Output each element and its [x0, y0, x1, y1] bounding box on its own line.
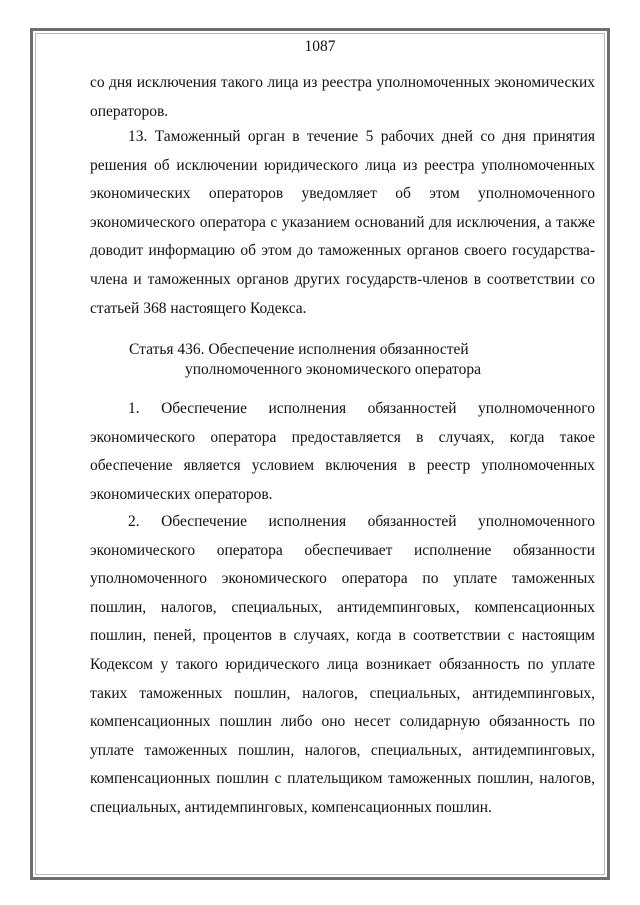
paragraph-continuation [90, 69, 595, 126]
page-number: 1087 [304, 38, 336, 55]
article-heading-line2: уполномоченного экономического оператора [185, 361, 481, 378]
article-heading-line1: Статья 436. Обеспечение исполнения обязанностей [129, 341, 469, 358]
article-heading [129, 340, 599, 380]
paragraph-text: 1. Обеспечение исполнения обязанностей уполномоченного экономического оператора предоставляется в случаях, когда такое обеспечение является условием включения в реестр уполномоченных экономических операторов. [90, 400, 595, 503]
paragraph-text: 13. Таможенный орган в течение 5 рабочих дней со дня принятия решения об исключении юридического лица из реестра уполномоченных экономических операторов уведомляет об этом уполномоченного экономического оператора с указанием оснований для исключения, а также доводит информацию об этом до таможенных органов своего государства-члена и таможенных органов других государств-членов в соответствии со статьей 368 настоящего Кодекса. [90, 128, 595, 317]
paragraph-text: 2. Обеспечение исполнения обязанностей уполномоченного экономического оператора обеспечивает исполнение обязанности уполномоченного экономического оператора по уплате таможенных пошлин, налогов, специальных, антидемпинговых, компенсационных пошлин, пеней, процентов в случаях, когда в соответствии с настоящим Кодексом у такого юридического лица возникает обязанность по уплате таких таможенных пошлин, налогов, специальных, антидемпинговых, компенсационных пошлин либо оно несет солидарную обязанность по уплате таможенных пошлин, налогов, специальных, антидемпинговых, компенсационных пошлин с плательщиком таможенных пошлин, налогов, специальных, антидемпинговых, компенсационных пошлин. [90, 513, 595, 816]
paragraph-item-1 [90, 395, 595, 509]
paragraph-text: со дня исключения такого лица из реестра уполномоченных экономических операторов. [90, 74, 595, 120]
paragraph-item-2 [90, 508, 595, 823]
paragraph-item-13 [90, 123, 595, 323]
